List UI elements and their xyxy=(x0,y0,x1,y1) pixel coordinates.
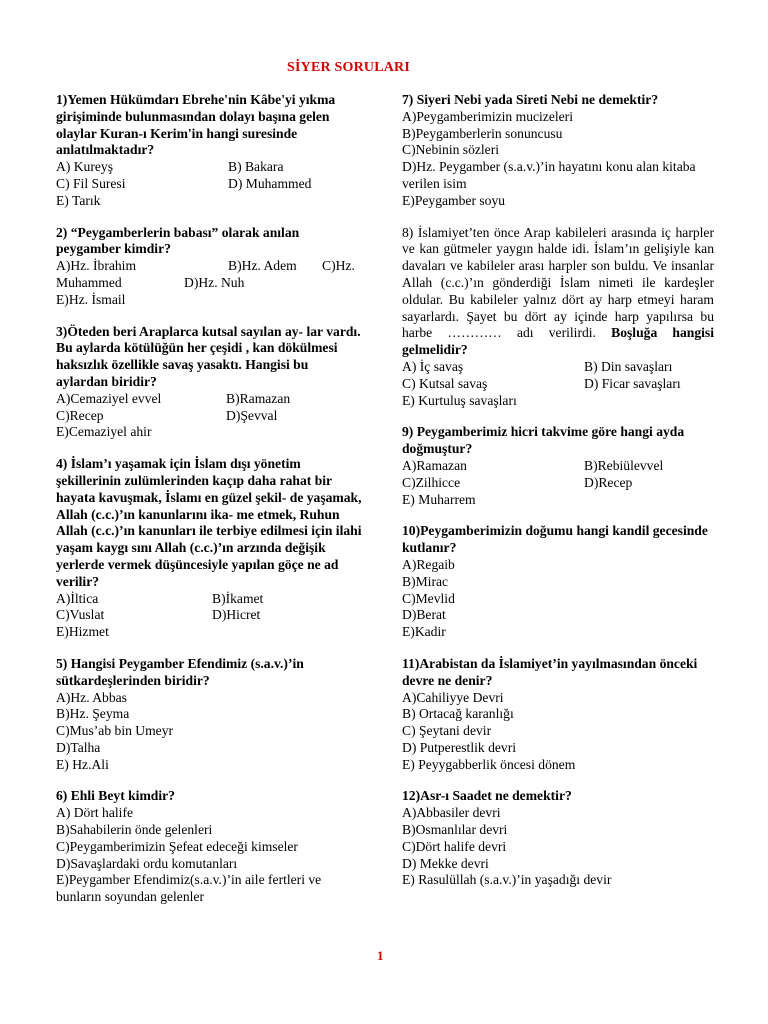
question-5 xyxy=(56,656,362,774)
option-e: E) Peyygabberlik öncesi dönem xyxy=(402,756,576,772)
option-c: C) Şeytani devir xyxy=(402,723,492,739)
option-a: A)İltica xyxy=(56,590,99,606)
option-d: D)Hz. Nuh xyxy=(184,274,245,290)
option-e: E)Cemaziyel ahir xyxy=(56,424,152,440)
question-8-stem-bold: Boşluğa hangisi gelmelidir? xyxy=(402,325,714,358)
question-11-stem: 11)Arabistan da İslamiyet’in yayılmasından önceki devre ne denir? xyxy=(402,655,698,688)
question-3-options xyxy=(56,391,362,441)
option-d: D)Hicret xyxy=(212,607,261,623)
option-b: B) Bakara xyxy=(228,159,284,175)
question-10-stem: 10)Peygamberimizin doğumu hangi kandil gecesinde kutlanır? xyxy=(402,523,708,556)
question-5-stem: 5) Hangisi Peygamber Efendimiz (s.a.v.)’in sütkardeşlerinden biridir? xyxy=(56,655,304,688)
question-8 xyxy=(402,225,714,410)
option-b: B)Hz. Şeyma xyxy=(56,706,130,722)
option-b: B)Sahabilerin önde gelenleri xyxy=(56,822,213,838)
option-d: D) Mekke devri xyxy=(402,855,489,871)
option-c: C)Dört halife devri xyxy=(402,838,507,854)
option-b: B)Peygamberlerin sonuncusu xyxy=(402,125,563,141)
option-a: A)Cemaziyel evvel xyxy=(56,390,162,406)
question-9-stem: 9) Peygamberimiz hicri takvime göre hangi ayda doğmuştur? xyxy=(402,424,685,457)
option-b: B)Mirac xyxy=(402,573,449,589)
question-3 xyxy=(56,324,362,442)
option-b: B)Ramazan xyxy=(226,390,291,406)
page-title: SİYER SORULARI xyxy=(287,60,410,75)
question-1-stem: 1)Yemen Hükümdarı Ebrehe'nin Kâbe'yi yıkma girişiminde bulunmasından dolayı başına gelen olaylar Kuran-ı Kerim'in hangi suresinde anlatılmaktadır? xyxy=(56,92,336,158)
question-9-options xyxy=(402,458,714,508)
question-4-stem: 4) İslam’ı yaşamak için İslam dışı yönetim şekillerinin zulümlerinden kaçıp daha rahat bir hayata kavuşmak, İslamı en güzel şekil- de yaşamak, Allah (c.c.)’ın kanunlarını ika- me etmek, Ruhun Allah (c.c.)’ın kanunları ile terbiye edilmesi için ilahi yaşam kaygı sını Allah (c.c.)’ın arzında değişik yerlerde vermek düşüncesiyle yapılan göçe ne ad verilir? xyxy=(56,456,362,589)
question-8-stem xyxy=(402,225,714,359)
question-6-stem: 6) Ehli Beyt kimdir? xyxy=(56,788,175,804)
option-b: B) Din savaşları xyxy=(584,358,673,374)
question-6 xyxy=(56,788,362,906)
question-1-options xyxy=(56,159,362,209)
question-12 xyxy=(402,788,714,889)
option-c: C) Kutsal savaş xyxy=(402,375,488,391)
option-b: B) Ortacağ karanlığı xyxy=(402,706,514,722)
question-7 xyxy=(402,92,714,210)
option-a: A) İç savaş xyxy=(402,358,464,374)
question-2 xyxy=(56,225,362,309)
option-b: B)İkamet xyxy=(212,590,264,606)
option-d: D)Şevval xyxy=(226,407,278,423)
option-e: E) Tarık xyxy=(56,192,101,208)
option-d: D) Putperestlik devri xyxy=(402,739,517,755)
option-c: C)Recep xyxy=(56,407,104,423)
question-8-options xyxy=(402,359,714,409)
option-a: A)Peygamberimizin mucizeleri xyxy=(402,108,573,124)
option-c: C)Vuslat xyxy=(56,607,105,623)
question-8-stem-text: 8) İslamiyet’ten önce Arap kabileleri arasında iç harpler ve kan gütmeler yaygın halde idi. İslam’ın gelişiyle kan davaları ve kabileler arası harpler son buldu. Ve insanlar Allah (c.c.)’ın gönderdiği İslam nimeti ile kardeşler oldular. Bu kabileler yalnız dört ay harp etmeyi haram sayarlardı. Şayet bu dört ay içinde harp yapılırsa bu harbe ………… adı verilirdi. xyxy=(402,224,714,341)
option-c: C)Nebinin sözleri xyxy=(402,142,500,158)
question-11 xyxy=(402,656,714,774)
option-b: B)Rebiülevvel xyxy=(584,457,664,473)
option-c: C)Mevlid xyxy=(402,590,455,606)
question-2-options-line2 xyxy=(56,275,362,292)
option-d: D) Ficar savaşları xyxy=(584,375,681,391)
option-c: C)Mus’ab bin Umeyr xyxy=(56,723,174,739)
option-a: A)Hz. İbrahim xyxy=(56,258,137,274)
option-a: A)Cahiliyye Devri xyxy=(402,689,504,705)
option-a: A) Dört halife xyxy=(56,805,134,821)
option-d: D)Recep xyxy=(584,474,633,490)
option-c: C)Zilhicce xyxy=(402,474,461,490)
option-b: B)Hz. Adem xyxy=(228,258,297,274)
question-2-stem: 2) “Peygamberlerin babası” olarak anılan peygamber kimdir? xyxy=(56,224,300,257)
question-2-options xyxy=(56,258,362,275)
option-b: B)Osmanlılar devri xyxy=(402,822,508,838)
option-a: A) Kureyş xyxy=(56,159,114,175)
option-a: A)Ramazan xyxy=(402,457,467,473)
option-d: D) Muhammed xyxy=(228,175,312,191)
left-column xyxy=(56,92,362,921)
option-e: E)Kadir xyxy=(402,624,446,640)
option-e: E) Rasulüllah (s.a.v.)’in yaşadığı devir xyxy=(402,872,612,888)
option-e: E)Peygamber soyu xyxy=(402,192,506,208)
option-e: E) Kurtuluş savaşları xyxy=(402,392,517,408)
option-a: A)Abbasiler devri xyxy=(402,805,501,821)
option-c: C)Hz. xyxy=(322,258,355,274)
option-d: D)Berat xyxy=(402,607,446,623)
option-e: E) Hz.Ali xyxy=(56,756,109,772)
option-a: A)Hz. Abbas xyxy=(56,689,127,705)
option-e: E) Muharrem xyxy=(402,491,476,507)
option-e: E)Hizmet xyxy=(56,624,109,640)
question-9 xyxy=(402,424,714,508)
option-d: D)Talha xyxy=(56,739,101,755)
option-c-continued: Muhammed xyxy=(56,274,122,290)
question-12-stem: 12)Asr-ı Saadet ne demektir? xyxy=(402,788,572,804)
question-7-stem: 7) Siyeri Nebi yada Sireti Nebi ne demektir? xyxy=(402,92,659,107)
question-4-options xyxy=(56,591,362,641)
option-c: C) Fil Suresi xyxy=(56,175,126,191)
page-number: 1 xyxy=(377,948,384,963)
option-d: D)Hz. Peygamber (s.a.v.)’in hayatını konu alan kitaba verilen isim xyxy=(402,159,696,191)
option-d: D)Savaşlardaki ordu komutanları xyxy=(56,855,238,871)
question-10 xyxy=(402,523,714,641)
question-3-stem: 3)Öteden beri Araplarca kutsal sayılan ay- lar vardı. Bu aylarda kötülüğün her çeşidi , kan dökülmesi haksızlık özellikle savaş yasaktı. Hangisi bu aylardan biridir? xyxy=(56,323,361,389)
question-4 xyxy=(56,456,362,641)
right-column xyxy=(402,92,714,904)
option-c: C)Peygamberimizin Şefeat edeceği kimseler xyxy=(56,838,298,854)
question-1 xyxy=(56,92,362,210)
option-e: E)Peygamber Efendimiz(s.a.v.)’in aile fertleri ve bunların soyundan gelenler xyxy=(56,872,322,905)
option-a: A)Regaib xyxy=(402,556,455,572)
option-e: E)Hz. İsmail xyxy=(56,291,126,307)
